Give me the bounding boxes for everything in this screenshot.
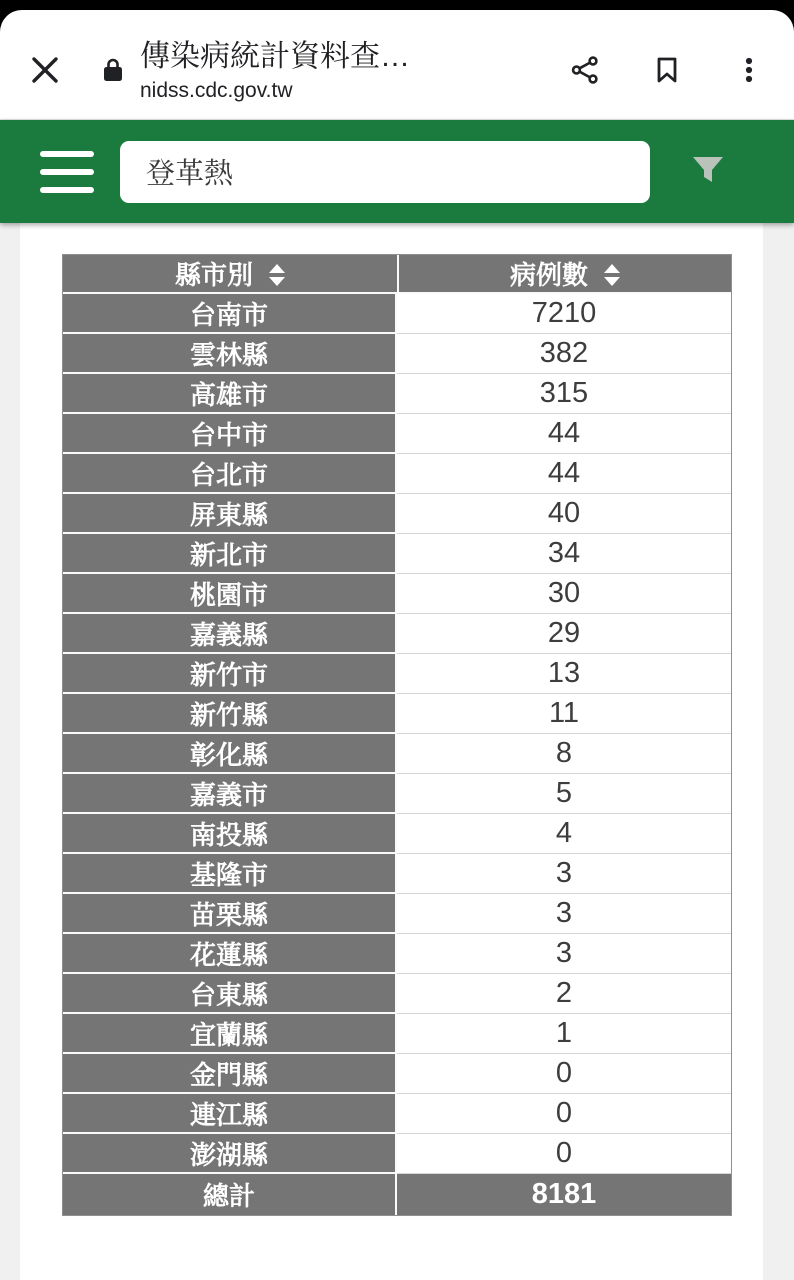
table-row: [63, 1134, 731, 1174]
cases-table: [62, 254, 732, 1216]
title-block: [140, 39, 410, 104]
table-body: [63, 294, 731, 1174]
cases-cell: 5: [397, 774, 731, 814]
cases-cell: 3: [397, 854, 731, 894]
bookmark-icon: [652, 55, 682, 88]
share-icon: [570, 55, 600, 88]
table-row: [63, 934, 731, 974]
region-cell: 彰化縣: [63, 734, 397, 774]
page-background: [0, 223, 794, 1280]
table-row: [63, 534, 731, 574]
total-row: [63, 1174, 731, 1215]
region-cell: 嘉義市: [63, 774, 397, 814]
region-cell: 花蓮縣: [63, 934, 397, 974]
region-cell: 新北市: [63, 534, 397, 574]
table-row: [63, 1094, 731, 1134]
kebab-menu-icon: [734, 55, 764, 88]
cases-cell: 0: [397, 1134, 731, 1174]
region-cell: 苗栗縣: [63, 894, 397, 934]
region-cell: 澎湖縣: [63, 1134, 397, 1174]
column-header-region-label: 縣市別: [174, 260, 253, 290]
cases-cell: 40: [397, 494, 731, 534]
cases-cell: 44: [397, 414, 731, 454]
region-cell: 台南市: [63, 294, 397, 334]
chrome-actions: [570, 55, 764, 88]
region-cell: 基隆市: [63, 854, 397, 894]
table-row: [63, 574, 731, 614]
cases-cell: 0: [397, 1054, 731, 1094]
region-cell: 台東縣: [63, 974, 397, 1014]
cases-cell: 8: [397, 734, 731, 774]
region-cell: 台北市: [63, 454, 397, 494]
table-row: [63, 894, 731, 934]
site-info[interactable]: [102, 39, 546, 104]
filter-button[interactable]: [688, 150, 728, 193]
cases-cell: 3: [397, 894, 731, 934]
table-row: [63, 1054, 731, 1094]
close-icon: [30, 55, 60, 88]
table-header: [63, 255, 731, 294]
bookmark-button[interactable]: [652, 55, 682, 88]
region-cell: 雲林縣: [63, 334, 397, 374]
table-row: [63, 614, 731, 654]
region-cell: 台中市: [63, 414, 397, 454]
region-cell: 桃園市: [63, 574, 397, 614]
table-row: [63, 294, 731, 334]
region-cell: 屏東縣: [63, 494, 397, 534]
hamburger-icon: [40, 151, 94, 157]
table-row: [63, 854, 731, 894]
cases-cell: 2: [397, 974, 731, 1014]
column-header-cases[interactable]: [397, 255, 731, 294]
cases-cell: 44: [397, 454, 731, 494]
total-label: 總計: [63, 1174, 397, 1215]
page-url: nidss.cdc.gov.tw: [140, 79, 293, 102]
filter-funnel-icon: [688, 150, 728, 193]
region-cell: 宜蘭縣: [63, 1014, 397, 1054]
cases-cell: 13: [397, 654, 731, 694]
cases-cell: 1: [397, 1014, 731, 1054]
table-row: [63, 374, 731, 414]
table-row: [63, 1014, 731, 1054]
table-row: [63, 734, 731, 774]
app-header: [0, 120, 794, 223]
status-bar: [0, 0, 794, 120]
cases-cell: 7210: [397, 294, 731, 334]
cases-cell: 30: [397, 574, 731, 614]
table-row: [63, 494, 731, 534]
table-row: [63, 774, 731, 814]
cases-cell: 11: [397, 694, 731, 734]
sort-icon: [269, 264, 285, 286]
table-row: [63, 414, 731, 454]
cases-cell: 0: [397, 1094, 731, 1134]
region-cell: 連江縣: [63, 1094, 397, 1134]
cases-cell: 29: [397, 614, 731, 654]
cases-cell: 34: [397, 534, 731, 574]
table-row: [63, 974, 731, 1014]
close-tab-button[interactable]: [30, 55, 60, 88]
cases-cell: 3: [397, 934, 731, 974]
table-footer: [63, 1174, 731, 1215]
table-row: [63, 334, 731, 374]
overflow-menu-button[interactable]: [734, 55, 764, 88]
table-row: [63, 694, 731, 734]
page-title: 傳染病統計資料查…: [140, 40, 410, 73]
browser-chrome: [0, 10, 794, 120]
share-button[interactable]: [570, 55, 600, 88]
column-header-region[interactable]: [63, 255, 397, 294]
sort-icon: [604, 264, 620, 286]
region-cell: 新竹市: [63, 654, 397, 694]
region-cell: 金門縣: [63, 1054, 397, 1094]
column-header-cases-label: 病例數: [509, 260, 588, 290]
total-value: 8181: [397, 1174, 731, 1215]
search-input[interactable]: [120, 141, 650, 203]
cases-cell: 315: [397, 374, 731, 414]
cases-cell: 4: [397, 814, 731, 854]
table-row: [63, 654, 731, 694]
region-cell: 嘉義縣: [63, 614, 397, 654]
menu-button[interactable]: [40, 151, 94, 193]
table-row: [63, 814, 731, 854]
lock-icon: [102, 57, 124, 88]
region-cell: 新竹縣: [63, 694, 397, 734]
region-cell: 南投縣: [63, 814, 397, 854]
content-card: [20, 223, 763, 1280]
cases-cell: 382: [397, 334, 731, 374]
table-row: [63, 454, 731, 494]
region-cell: 高雄市: [63, 374, 397, 414]
